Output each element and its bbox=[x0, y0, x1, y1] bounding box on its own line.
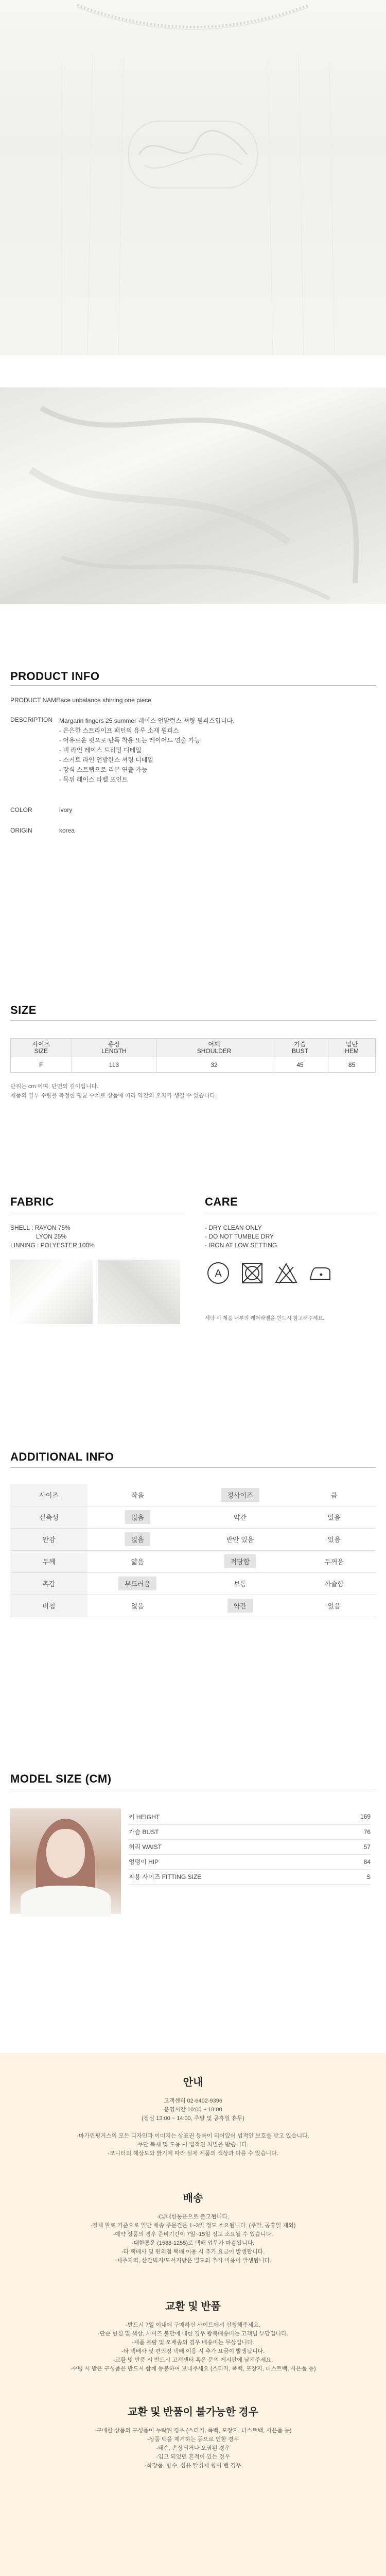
no-bleach-icon bbox=[273, 1260, 300, 1286]
model-size-label: 착용 사이즈 FITTING SIZE bbox=[129, 1869, 341, 1884]
attr-option: 두꺼움 bbox=[324, 1558, 344, 1566]
description-line: - 은은한 스트라이프 패턴의 유루 소재 원피스 bbox=[59, 727, 179, 734]
exchange-text: -반드시 7일 이내에 구매하신 사이트에서 신청해주세요. -단순 변심 및 색상, 사이즈 불만에 대한 경우 왕복배송비는 고객님 부담입니다. -제품 불량 및 오배송의 경우 배송비는 무상입니다. -타 택배사 및 편의점 택배 이용 시 추가 요금이 발생됩니다. -교환 및 반품 시 반드시 고객센터 혹은 문의 게시판에 남겨주세요. -수령 시 받은 구성품은 반드시 함께 동봉하여 보내주세요 (스티커, 폭백, 포장지, 더스트백, 사은품 등) bbox=[70, 2322, 316, 2372]
notice-panel bbox=[0, 2053, 386, 2576]
model-size-row bbox=[129, 1824, 371, 1839]
attr-option-selected: 없음 bbox=[125, 1510, 150, 1524]
attr-label: 두께 bbox=[10, 1550, 87, 1572]
size-header-cell: 어깨 SHOULDER bbox=[156, 1039, 272, 1057]
not-allowed-text: -구매한 상품의 구성품이 누락된 경우 (스티커, 폭백, 포장지, 더스트백, 사은품 등) -상품 택을 제거하는 등으로 인한 경우 -태슨, 손상되거나 오염된 경우 -입고 되었던 흔적이 있는 경우 -화장품, 향수, 섬유 탈취제 향이 밴 경우 bbox=[94, 2428, 292, 2469]
exchange-title: 교환 및 반품 bbox=[165, 2301, 221, 2312]
no-tumble-dry-icon bbox=[239, 1260, 266, 1286]
info-value: lace unbalance shirring one piece bbox=[59, 697, 151, 704]
product-info-title: PRODUCT INFO bbox=[10, 670, 100, 683]
fabric-title: FABRIC bbox=[10, 1195, 54, 1208]
attr-option: 없음 bbox=[131, 1602, 144, 1610]
model-size-row bbox=[129, 1839, 371, 1854]
attr-option: 보통 bbox=[233, 1580, 247, 1588]
model-size-label: 허리 WAIST bbox=[129, 1839, 341, 1854]
additional-info-row-lining bbox=[10, 1528, 376, 1550]
attr-option-selected: 약간 bbox=[227, 1599, 253, 1613]
fabric-swatch-photo bbox=[10, 1260, 93, 1324]
guide-text: 고객센터 02-6402-9396 운영시간 10:00 ~ 18:00 (점심 13:00 ~ 14:00, 주말 및 공휴일 휴무) -마가린핑거스의 모든 디자인과 이미지는 상표권 등록이 되어있어 법적인 보호를 받고 있습니다. 무단 복제 및 도용 시 법적인 처벌을 받습니다. -모니터의 해상도와 밝기에 따라 실제 제품의 색상과 다를 수 있습니다. bbox=[77, 2098, 309, 2157]
size-cell: F bbox=[11, 1057, 72, 1073]
size-header-cell: 총장 LENGTH bbox=[72, 1039, 156, 1057]
info-value: korea bbox=[59, 827, 75, 834]
attr-option-selected: 적당함 bbox=[224, 1554, 256, 1568]
fabric-line: SHELL : RAYON 75% bbox=[10, 1224, 71, 1231]
product-photo-detail bbox=[0, 387, 386, 604]
attr-label: 안감 bbox=[10, 1528, 87, 1550]
attr-label: 촉감 bbox=[10, 1572, 87, 1595]
care-icons bbox=[205, 1260, 334, 1286]
care-title: CARE bbox=[205, 1195, 238, 1208]
model-size-value: 169 bbox=[341, 1809, 371, 1824]
fabric-list bbox=[10, 1224, 95, 1250]
size-header-cell: 가슴 BUST bbox=[272, 1039, 328, 1057]
attr-option: 있음 bbox=[327, 1536, 341, 1544]
care-line: - DO NOT TUMBLE DRY bbox=[205, 1233, 274, 1240]
attr-option: 있음 bbox=[327, 1602, 341, 1610]
model-size-row bbox=[129, 1869, 371, 1884]
attr-option: 있음 bbox=[327, 1514, 341, 1521]
attr-option: 약간 bbox=[233, 1514, 247, 1521]
description-line: - 넥 라인 레이스 트리밍 디테일 bbox=[59, 747, 142, 754]
care-line: - IRON AT LOW SETTING bbox=[205, 1242, 277, 1249]
info-key: PRODUCT NAME bbox=[10, 697, 61, 704]
attr-option: 얇음 bbox=[131, 1558, 144, 1566]
size-note-line: 제품의 일부 수량을 측정한 평균 수치로 상품에 따라 약간의 오차가 생길 수 있습니다. bbox=[10, 1093, 217, 1099]
size-table bbox=[10, 1038, 376, 1073]
additional-info-row-thickness bbox=[10, 1550, 376, 1572]
size-cell: 32 bbox=[156, 1057, 272, 1073]
model-size-value: 76 bbox=[341, 1824, 371, 1839]
size-title: SIZE bbox=[10, 1004, 37, 1016]
fabric-texture-photo bbox=[98, 1260, 180, 1324]
attr-option-selected: 정사이즈 bbox=[221, 1488, 259, 1502]
guide-title: 안내 bbox=[183, 2077, 203, 2088]
info-key: DESCRIPTION bbox=[10, 716, 53, 723]
size-notes bbox=[10, 1082, 217, 1100]
fabric-line: LYON 25% bbox=[36, 1233, 67, 1240]
size-table-row bbox=[11, 1057, 376, 1073]
attr-label: 비침 bbox=[10, 1595, 87, 1617]
model-size-table bbox=[129, 1809, 371, 1885]
info-value: ivory bbox=[59, 806, 73, 814]
attr-label: 사이즈 bbox=[10, 1484, 87, 1506]
attr-option: 큼 bbox=[330, 1491, 338, 1499]
description-line: - 스커트 라인 언발란스 셔링 디테일 bbox=[59, 756, 153, 764]
attr-option: 반안 있음 bbox=[226, 1536, 254, 1544]
model-photo bbox=[10, 1808, 121, 1914]
model-size-row bbox=[129, 1854, 371, 1869]
info-key: COLOR bbox=[10, 806, 32, 814]
attr-option: 까슬함 bbox=[324, 1580, 344, 1588]
description-line: - 장식 스트랩으로 리본 연출 가능 bbox=[59, 766, 148, 773]
description-list bbox=[59, 726, 200, 785]
additional-info-table bbox=[10, 1484, 376, 1617]
divider bbox=[10, 1020, 376, 1021]
model-size-value: 57 bbox=[341, 1839, 371, 1854]
attr-option-selected: 없음 bbox=[125, 1532, 150, 1546]
size-cell: 113 bbox=[72, 1057, 156, 1073]
additional-info-row-touch bbox=[10, 1572, 376, 1595]
shipping-title: 배송 bbox=[183, 2193, 203, 2204]
not-allowed-title: 교환 및 반품이 불가능한 경우 bbox=[127, 2406, 259, 2418]
info-key: ORIGIN bbox=[10, 827, 32, 834]
size-table-header bbox=[11, 1039, 376, 1057]
model-size-label: 엉덩이 HIP bbox=[129, 1854, 341, 1869]
shipping-text: -CJ대한통운으로 출고됩니다. -결제 완료 기준으로 일반 배송 주문건은 1~3일 정도 소요됩니다. (주말, 공휴일 제외) -예약 상품의 경우 준비기간이 7일~15일 정도 소요될 수 있습니다. -대한통운 (1588-1255)로 택배 업무가 마감됩니다. -타 택배사 및 편의점 택배 이용 시 추가 요금이 발생합니다. -제주지역, 산간벽지/도서지방은 별도의 추가 비용이 발생됩니다. bbox=[90, 2214, 296, 2264]
care-line: - DRY CLEAN ONLY bbox=[205, 1224, 262, 1231]
care-note: 세탁 시 제품 내부의 케어라벨을 반드시 참고해주세요. bbox=[205, 1316, 324, 1321]
attr-option: 작음 bbox=[131, 1491, 144, 1499]
description-line: - 어유로운 핏으로 단독 착용 또는 레이어드 연출 가능 bbox=[59, 737, 201, 744]
dry-clean-icon bbox=[205, 1260, 232, 1286]
size-cell: 45 bbox=[272, 1057, 328, 1073]
model-size-value: 84 bbox=[341, 1854, 371, 1869]
model-size-label: 가슴 BUST bbox=[129, 1824, 341, 1839]
additional-info-row-size bbox=[10, 1484, 376, 1506]
info-value: Margarin fingers 25 summer 레이스 언발런스 셔링 원피스입니다. bbox=[59, 717, 235, 724]
care-list bbox=[205, 1224, 277, 1250]
size-note-line: 단위는 cm 이며, 단면의 길이입니다. bbox=[10, 1083, 99, 1090]
svg-text:A: A bbox=[215, 1268, 222, 1279]
description-line: - 목뒤 레이스 라벨 포인트 bbox=[59, 776, 128, 783]
product-photo-front bbox=[0, 0, 386, 355]
model-size-row bbox=[129, 1809, 371, 1824]
size-cell: 85 bbox=[328, 1057, 376, 1073]
size-header-cell: 사이즈 SIZE bbox=[11, 1039, 72, 1057]
divider bbox=[10, 685, 376, 686]
low-iron-icon bbox=[307, 1260, 334, 1286]
additional-info-title: ADDITIONAL INFO bbox=[10, 1450, 114, 1463]
attr-label: 신축성 bbox=[10, 1506, 87, 1528]
size-header-cell: 밑단 HEM bbox=[328, 1039, 376, 1057]
additional-info-row-stretch bbox=[10, 1506, 376, 1528]
attr-option-selected: 부드러움 bbox=[118, 1577, 156, 1590]
divider bbox=[10, 1467, 376, 1468]
model-size-label: 키 HEIGHT bbox=[129, 1809, 341, 1824]
additional-info-row-sheer bbox=[10, 1595, 376, 1617]
model-size-title: MODEL SIZE (CM) bbox=[10, 1772, 112, 1785]
fabric-line: LINNING : POLYESTER 100% bbox=[10, 1242, 95, 1249]
model-size-value: S bbox=[341, 1869, 371, 1884]
